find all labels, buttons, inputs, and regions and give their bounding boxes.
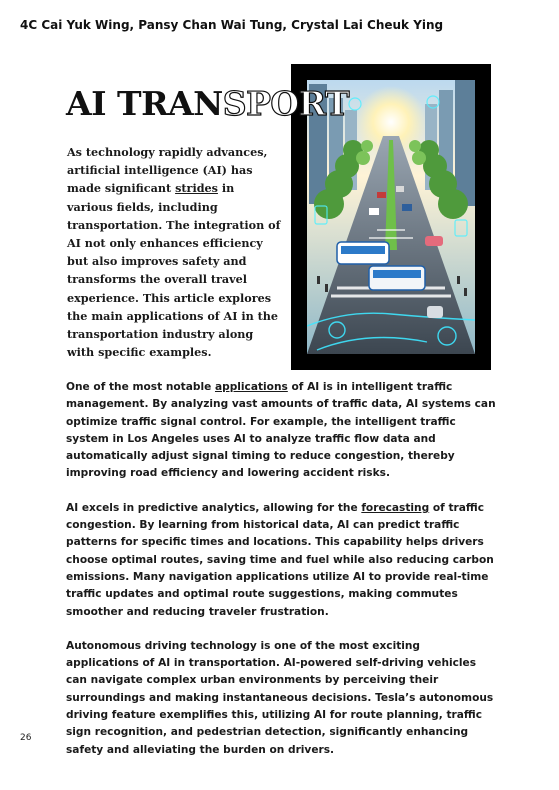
authors-header: 4C Cai Yuk Wing, Pansy Chan Wai Tung, Crystal Lai Cheuk Ying xyxy=(20,18,444,32)
intro-text-end: in various fields, including transportation. The integration of AI not only enhances efficiency but also improves safety and transforms the overall travel experience. This article explores the main applications of AI in the transportation industry along with specific examples. xyxy=(67,181,281,360)
title-outlined-part: SPORT xyxy=(222,84,350,123)
intro-text-start: As technology rapidly advances, artificial intelligence (AI) has made significant xyxy=(67,145,268,196)
paragraph-1-end: of AI is in intelligent traffic management. By analyzing vast amounts of traffic data, AI systems can optimize traffic signal control. For example, the intelligent traffic system in Los Angeles uses AI to analyze traffic flow data and automatically adjust signal timing to reduce congestion, thereby improving road efficiency and lowering accident risks. xyxy=(66,381,496,480)
paragraph-predictive-analytics xyxy=(66,500,496,621)
paragraph-2-start: AI excels in predictive analytics, allowing for the xyxy=(66,501,362,514)
article-title xyxy=(66,84,349,123)
paragraph-2-end: of traffic congestion. By learning from historical data, AI can predict traffic patterns for specific times and locations. This capability helps drivers choose optimal routes, saving time and fuel while also reducing carbon emissions. Many navigation applications utilize AI to provide real-time traffic updates and optimal route suggestions, making commutes smoother and reducing traveler frustration. xyxy=(66,501,494,618)
intro-paragraph xyxy=(67,143,282,361)
paragraph-1-start: One of the most notable xyxy=(66,381,215,393)
applications-underlined-word: applications xyxy=(214,381,288,393)
strides-underlined-word: strides xyxy=(175,181,218,196)
paragraph-autonomous-driving: Autonomous driving technology is one of the most exciting applications of AI in transportation. AI-powered self-driving vehicles can navigate complex urban environments by perceiving their surroundings and making instantaneous decisions. Tesla’s autonomous driving feature exemplifies this, utilizing AI for route planning, traffic sign recognition, and pedestrian detection, significantly enhancing safety and alleviating the burden on drivers. xyxy=(66,639,494,756)
forecasting-underlined-word: forecasting xyxy=(361,501,430,514)
article-body xyxy=(66,379,496,776)
page-number: 26 xyxy=(20,733,32,743)
title-solid-part: AI TRAN xyxy=(66,84,223,123)
paragraph-traffic-management xyxy=(66,379,496,483)
